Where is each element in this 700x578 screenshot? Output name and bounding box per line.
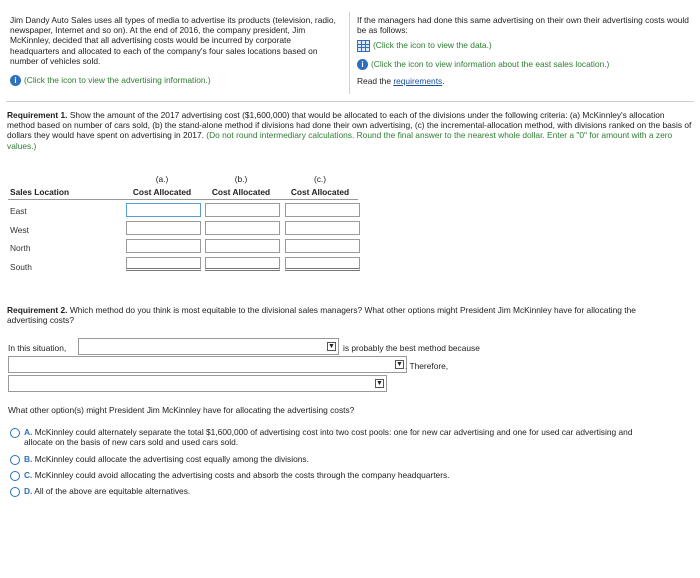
col-letter-c: (c.) — [313, 174, 327, 184]
option-d-text: All of the above are equitable alternatives. — [34, 486, 191, 496]
col-letter-b: (b.) — [234, 174, 248, 184]
row-label-south: South — [10, 262, 32, 272]
info-icon[interactable]: i — [10, 75, 21, 86]
cell-south-c[interactable] — [285, 257, 360, 271]
requirement-1 — [7, 110, 693, 151]
east-info-label[interactable]: (Click the icon to view information about the east sales location.) — [371, 59, 610, 69]
header-sales-location: Sales Location — [10, 187, 70, 197]
read-suffix: . — [442, 76, 445, 86]
option-a-text: McKinnley could alternately separate the total $1,600,000 of advertising cost into two cost pools: one for new car advertising and one for used car advertising and allocate on the basis of new cars sold and used cars sold. — [24, 427, 633, 448]
conclusion-select[interactable] — [8, 375, 387, 392]
intro-left-text: Jim Dandy Auto Sales uses all types of media to advertise its products (television, radio, newspaper, Internet and so on). At the end of 2016, the company president, Jim McKinnley, decided that all advertising costs would be incurred by corporate headquarters and allocated to each of the company's four sales locations based on number of vehicles sold. — [10, 15, 336, 66]
cell-north-b[interactable] — [205, 239, 280, 253]
table-header-rule — [8, 199, 358, 200]
situation-suffix: is probably the best method because — [343, 343, 480, 353]
col-letter-a: (a.) — [155, 174, 169, 184]
row-label-east: East — [10, 206, 27, 216]
dropdown-arrow-icon[interactable]: ▼ — [328, 343, 335, 350]
cell-west-c[interactable] — [285, 221, 360, 235]
cell-east-b[interactable] — [205, 203, 280, 217]
method-select[interactable] — [78, 338, 339, 355]
option-c-text: McKinnley could avoid allocating the advertising costs and absorb the costs through the company headquarters. — [34, 470, 450, 480]
requirement-2 — [7, 305, 677, 325]
option-b-letter: B. — [24, 454, 33, 464]
dropdown-arrow-icon[interactable]: ▼ — [376, 380, 383, 387]
col-header-c: Cost Allocated — [290, 187, 350, 197]
option-c[interactable] — [24, 470, 654, 480]
req2-label: Requirement 2. — [7, 305, 68, 315]
req1-label: Requirement 1. — [7, 110, 68, 120]
col-header-b: Cost Allocated — [211, 187, 271, 197]
option-b-radio[interactable] — [10, 455, 20, 465]
req1-text: Show the amount of the 2017 advertising cost ($1,600,000) that would be allocated to each of the divisions under the following criteria: (a) McKinnley's allocation method based on number of cars sold, (b) the stand-alone method if divisions had done their own advertising, (c) the incremental-allocation method, with divisions ranked on the basis of dollars they would have spent on advertising in 2017. — [7, 110, 692, 141]
option-d-radio[interactable] — [10, 487, 20, 497]
cell-west-a[interactable] — [126, 221, 201, 235]
row-label-north: North — [10, 243, 31, 253]
intro-right-text: If the managers had done this same advertising on their own their advertising costs would be as follows: — [357, 15, 689, 36]
option-b[interactable] — [24, 454, 654, 464]
data-link-label[interactable]: (Click the icon to view the data.) — [373, 40, 492, 51]
advertising-info-link[interactable] — [10, 75, 211, 86]
table-icon[interactable] — [357, 40, 370, 52]
option-a[interactable] — [24, 427, 654, 447]
other-options-question: What other option(s) might President Jim McKinnley have for allocating the advertising costs? — [8, 405, 355, 415]
cell-north-a[interactable] — [126, 239, 201, 253]
east-info-link[interactable] — [357, 59, 609, 70]
option-d[interactable] — [24, 486, 654, 496]
option-a-letter: A. — [24, 427, 33, 437]
cell-east-a[interactable] — [126, 203, 201, 217]
info-icon[interactable]: i — [357, 59, 368, 70]
read-prefix: Read the — [357, 76, 394, 86]
cell-west-b[interactable] — [205, 221, 280, 235]
read-requirements — [357, 76, 445, 86]
option-c-letter: C. — [24, 470, 33, 480]
panel-divider — [349, 12, 350, 94]
advertising-info-label[interactable]: (Click the icon to view the advertising information.) — [24, 75, 211, 85]
row-label-west: West — [10, 225, 29, 235]
section-divider — [6, 101, 694, 102]
option-c-radio[interactable] — [10, 471, 20, 481]
reason-select[interactable] — [8, 356, 407, 373]
cell-north-c[interactable] — [285, 239, 360, 253]
therefore-text: . Therefore, — [405, 361, 449, 371]
cell-east-c[interactable] — [285, 203, 360, 217]
col-header-a: Cost Allocated — [132, 187, 192, 197]
option-a-radio[interactable] — [10, 428, 20, 438]
req2-text: Which method do you think is most equitable to the divisional sales managers? What other options might President Jim McKinnley have for allocating the advertising costs? — [7, 305, 636, 326]
cell-south-a[interactable] — [126, 257, 201, 271]
data-link[interactable] — [357, 40, 492, 52]
req1-note: (Do not round intermediary calculations. Round the final answer to the nearest whole dollar. Enter a "0" for amount with a zero values.) — [7, 130, 673, 151]
option-b-text: McKinnley could allocate the advertising cost equally among the divisions. — [34, 454, 309, 464]
cell-south-b[interactable] — [205, 257, 280, 271]
dropdown-arrow-icon[interactable]: ▼ — [396, 361, 403, 368]
option-d-letter: D. — [24, 486, 33, 496]
situation-prefix: In this situation, — [8, 343, 67, 353]
requirements-link[interactable]: requirements — [393, 76, 443, 86]
